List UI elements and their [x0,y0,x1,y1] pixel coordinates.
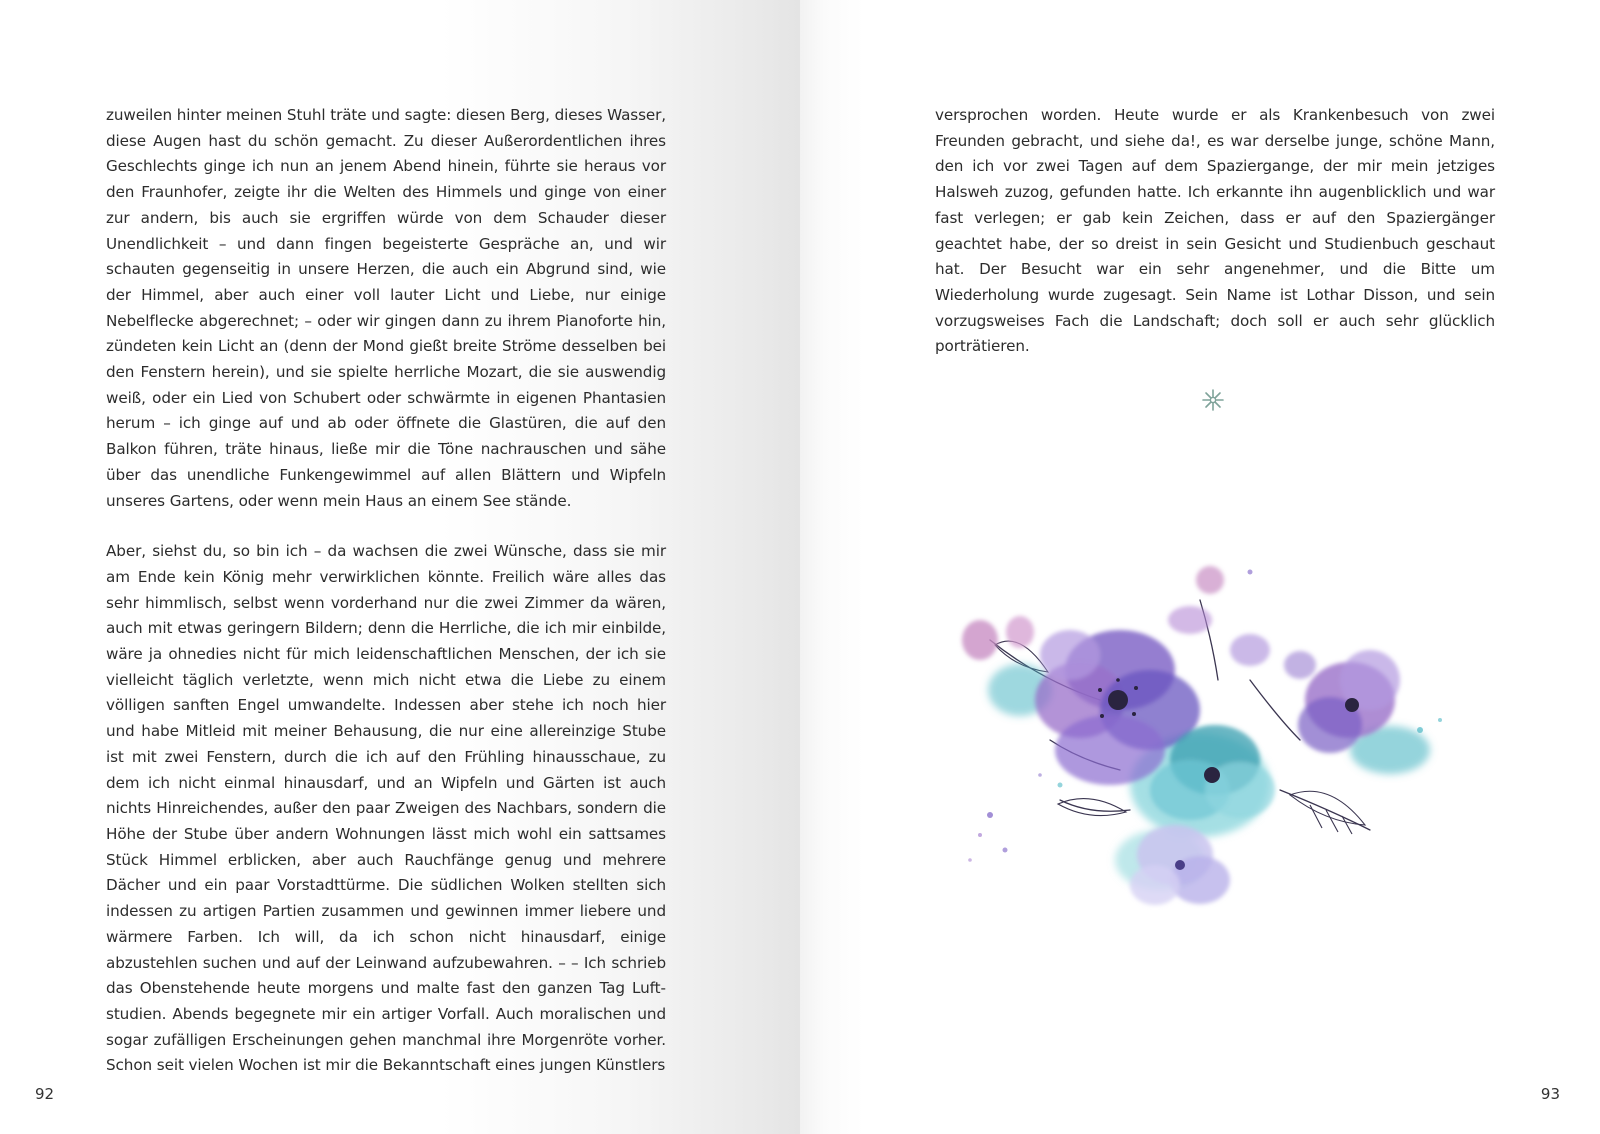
paragraph: versprochen worden. Heute wurde er als Krankenbesuch von zwei Freunden gebracht, und siehe da!, es war derselbe junge, schöne Mann, den ich vor zwei Tagen auf dem Spaziergange, der mir mein jetziges Halsweh zuzog, gefunden hatte. Ich erkannte ihn augenblicklich und war fast verlegen; er gab kein Zeichen, dass er auf den Spaziergänger geachtet habe, der so dreist in sein Gesicht und Studienbuch geschaut hat. Der Besucht war ein sehr angenehmer, und die Bitte um Wiederholung wurde zugesagt. Sein Name ist Lothar Disson, und sein vorzugsweises Fach die Landschaft; doch soll er auch sehr glücklich porträtieren. [935,106,1495,356]
ornament-icon [1201,388,1225,412]
right-page-text [935,103,1495,360]
left-page-text [106,103,666,1079]
flower-center [1175,860,1185,870]
paragraph: zuweilen hinter meinen Stuhl träte und sagte: diesen Berg, dieses Wasser, diese Augen hast du schön gemacht. Zu dieser Außerordentlichen ihres Geschlechts ginge ich nun an jenem Abend hinein, führte sie heraus vor den Fraunhofer, zeigte ihr die Welten des Himmels und ginge von einer zur andern, bis auch sie ergriffen würde von dem Schauder dieser Unendlichkeit – und dann fingen begeisterte Gespräche an, und wir schauten gegenseitig in unsere Herzen, die auch ein Abgrund sind, wie der Himmel, aber auch einer voll lauter Licht und Liebe, nur einige Nebelflecke abgerechnet; – oder wir gingen dann zu ihrem Pianoforte hin, zündeten kein Licht an (denn der Mond gießt breite Ströme desselben bei den Fenstern herein), und sie spielte herrliche Mozart, die sie auswendig weiß, oder ein Lied von Schubert oder schwärmte in eigenen Phantasien herum – ich ginge auf und ab oder öffnete die Glastüren, die auf den Balkon führen, träte hinaus, ließe mir die Töne nachrauschen und sähe über das unendliche Funkengewimmel auf allen Blättern und Wipfeln unseres Gartens, oder wenn mein Haus an einem See stände. [106,106,667,510]
paragraph: Aber, siehst du, so bin ich – da wachsen die zwei Wünsche, dass sie mir am Ende kein König mehr verwirklichen könnte. Freilich wäre alles das sehr himmlisch, selbst wenn vorderhand nur die zwei Zimmer da wären, auch mit etwas geringern Bildern; denn die Herrliche, die ich mir einbilde, wäre ja ohnedies nicht für mich leidenschaftlichen Menschen, der ich sie vielleicht täglich verletzte, wenn mich nicht etwa die Liebe zu einem völligen sanften Engel umwandelte. Indessen aber stehe ich noch hier und habe Mitleid mit meiner Behausung, die nur eine allereinzige Stube ist mit zwei Fenstern, durch die ich auf den Frühling hinausschaue, zu dem ich nicht einmal hinausdarf, und an Wipfeln und Gärten ist auch nichts Hinreichendes, außer den paar Zweigen des Nachbars, sondern die Höhe der Stube über andern Wohnungen lässt mich wohl ein sattsames Stück Himmel erblicken, aber auch Rauchfänge genug und mehrere Dächer und ein paar Vorstadttürme. Die südlichen Wolken stellten sich indessen zu artigen Partien zusammen und gewinnen immer liebere und wärmere Farben. Ich will, da ich schon nicht hinausdarf, einige abzustehlen suchen und auf der Leinwand aufzubewahren. – – Ich schrieb das Obenstehende heute morgens und malte fast den ganzen Tag Luftstudien. Abends begegnete mir ein artiger Vorfall. Auch moralischen und sogar zufälligen Erscheinungen gehen manchmal ihre Morgenröte vorher. Schon seit vielen Wochen ist mir die Bekanntschaft eines jungen Künstlers [106,542,666,1075]
flower-center [1204,767,1220,783]
flower-center [1108,690,1128,710]
flower-center [1345,698,1359,712]
page-number-right: 93 [1540,1085,1560,1103]
page-number-left: 92 [35,1085,55,1103]
watercolor-flower-illustration [950,560,1470,930]
